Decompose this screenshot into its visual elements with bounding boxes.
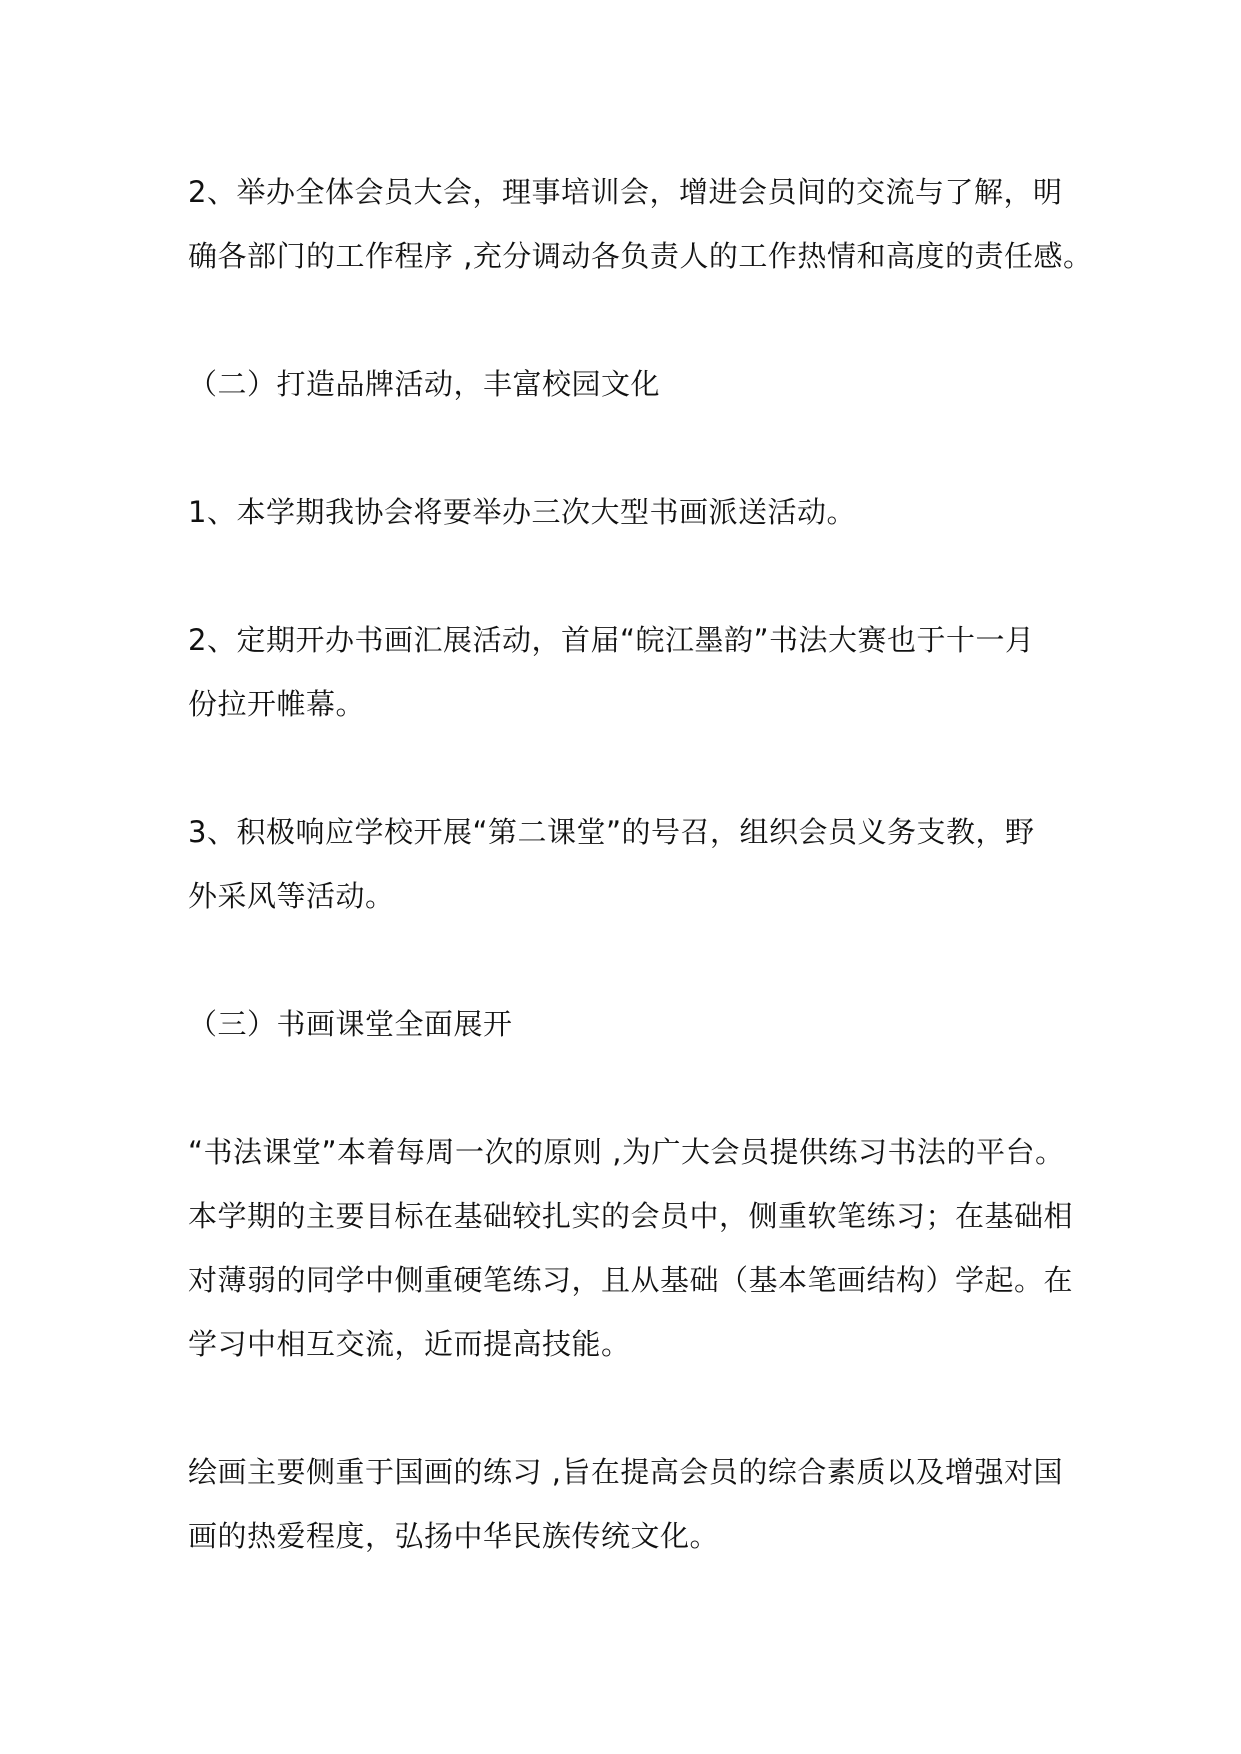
text-line: 学习中相互交流，近而提高技能。 xyxy=(188,1327,631,1361)
text-line: 3、积极响应学校开展“第二课堂”的号召，组织会员义务支教，野 xyxy=(188,815,1035,849)
paragraph-calligraphy-class xyxy=(188,1120,1088,1376)
text-line: 2、举办全体会员大会，理事培训会，增进会员间的交流与了解，明 xyxy=(188,175,1063,209)
paragraph-hold-general-meeting xyxy=(188,160,1093,288)
document-body xyxy=(188,160,1093,1632)
text-line: 份拉开帷幕。 xyxy=(188,687,366,721)
text-line: 绘画主要侧重于国画的练习 ,旨在提高会员的综合素质以及增强对国 xyxy=(188,1455,1063,1489)
section-heading-classroom: （三）书画课堂全面展开 xyxy=(188,1007,513,1041)
section-heading-brand-activities: （二）打造品牌活动，丰富校园文化 xyxy=(188,367,661,401)
text-line: 对薄弱的同学中侧重硬笔练习，且从基础（基本笔画结构）学起。在 xyxy=(188,1263,1074,1297)
paragraph-exhibition-contest xyxy=(188,608,1088,736)
text-line: 1、本学期我协会将要举办三次大型书画派送活动。 xyxy=(188,495,856,529)
paragraph-second-classroom xyxy=(188,800,1088,928)
paragraph-painting-class xyxy=(188,1440,1088,1568)
text-line: “书法课堂”本着每周一次的原则 ,为广大会员提供练习书法的平台。 xyxy=(188,1135,1065,1169)
text-line: 本学期的主要目标在基础较扎实的会员中，侧重软笔练习；在基础相 xyxy=(188,1199,1074,1233)
text-line: 确各部门的工作程序 ,充分调动各负责人的工作热情和高度的责任感。 xyxy=(188,239,1093,273)
text-line: 画的热爱程度，弘扬中华民族传统文化。 xyxy=(188,1519,720,1553)
text-line: 外采风等活动。 xyxy=(188,879,395,913)
paragraph-calligraphy-giveaway xyxy=(188,480,1088,544)
text-line: 2、定期开办书画汇展活动，首届“皖江墨韵”书法大赛也于十一月 xyxy=(188,623,1035,657)
